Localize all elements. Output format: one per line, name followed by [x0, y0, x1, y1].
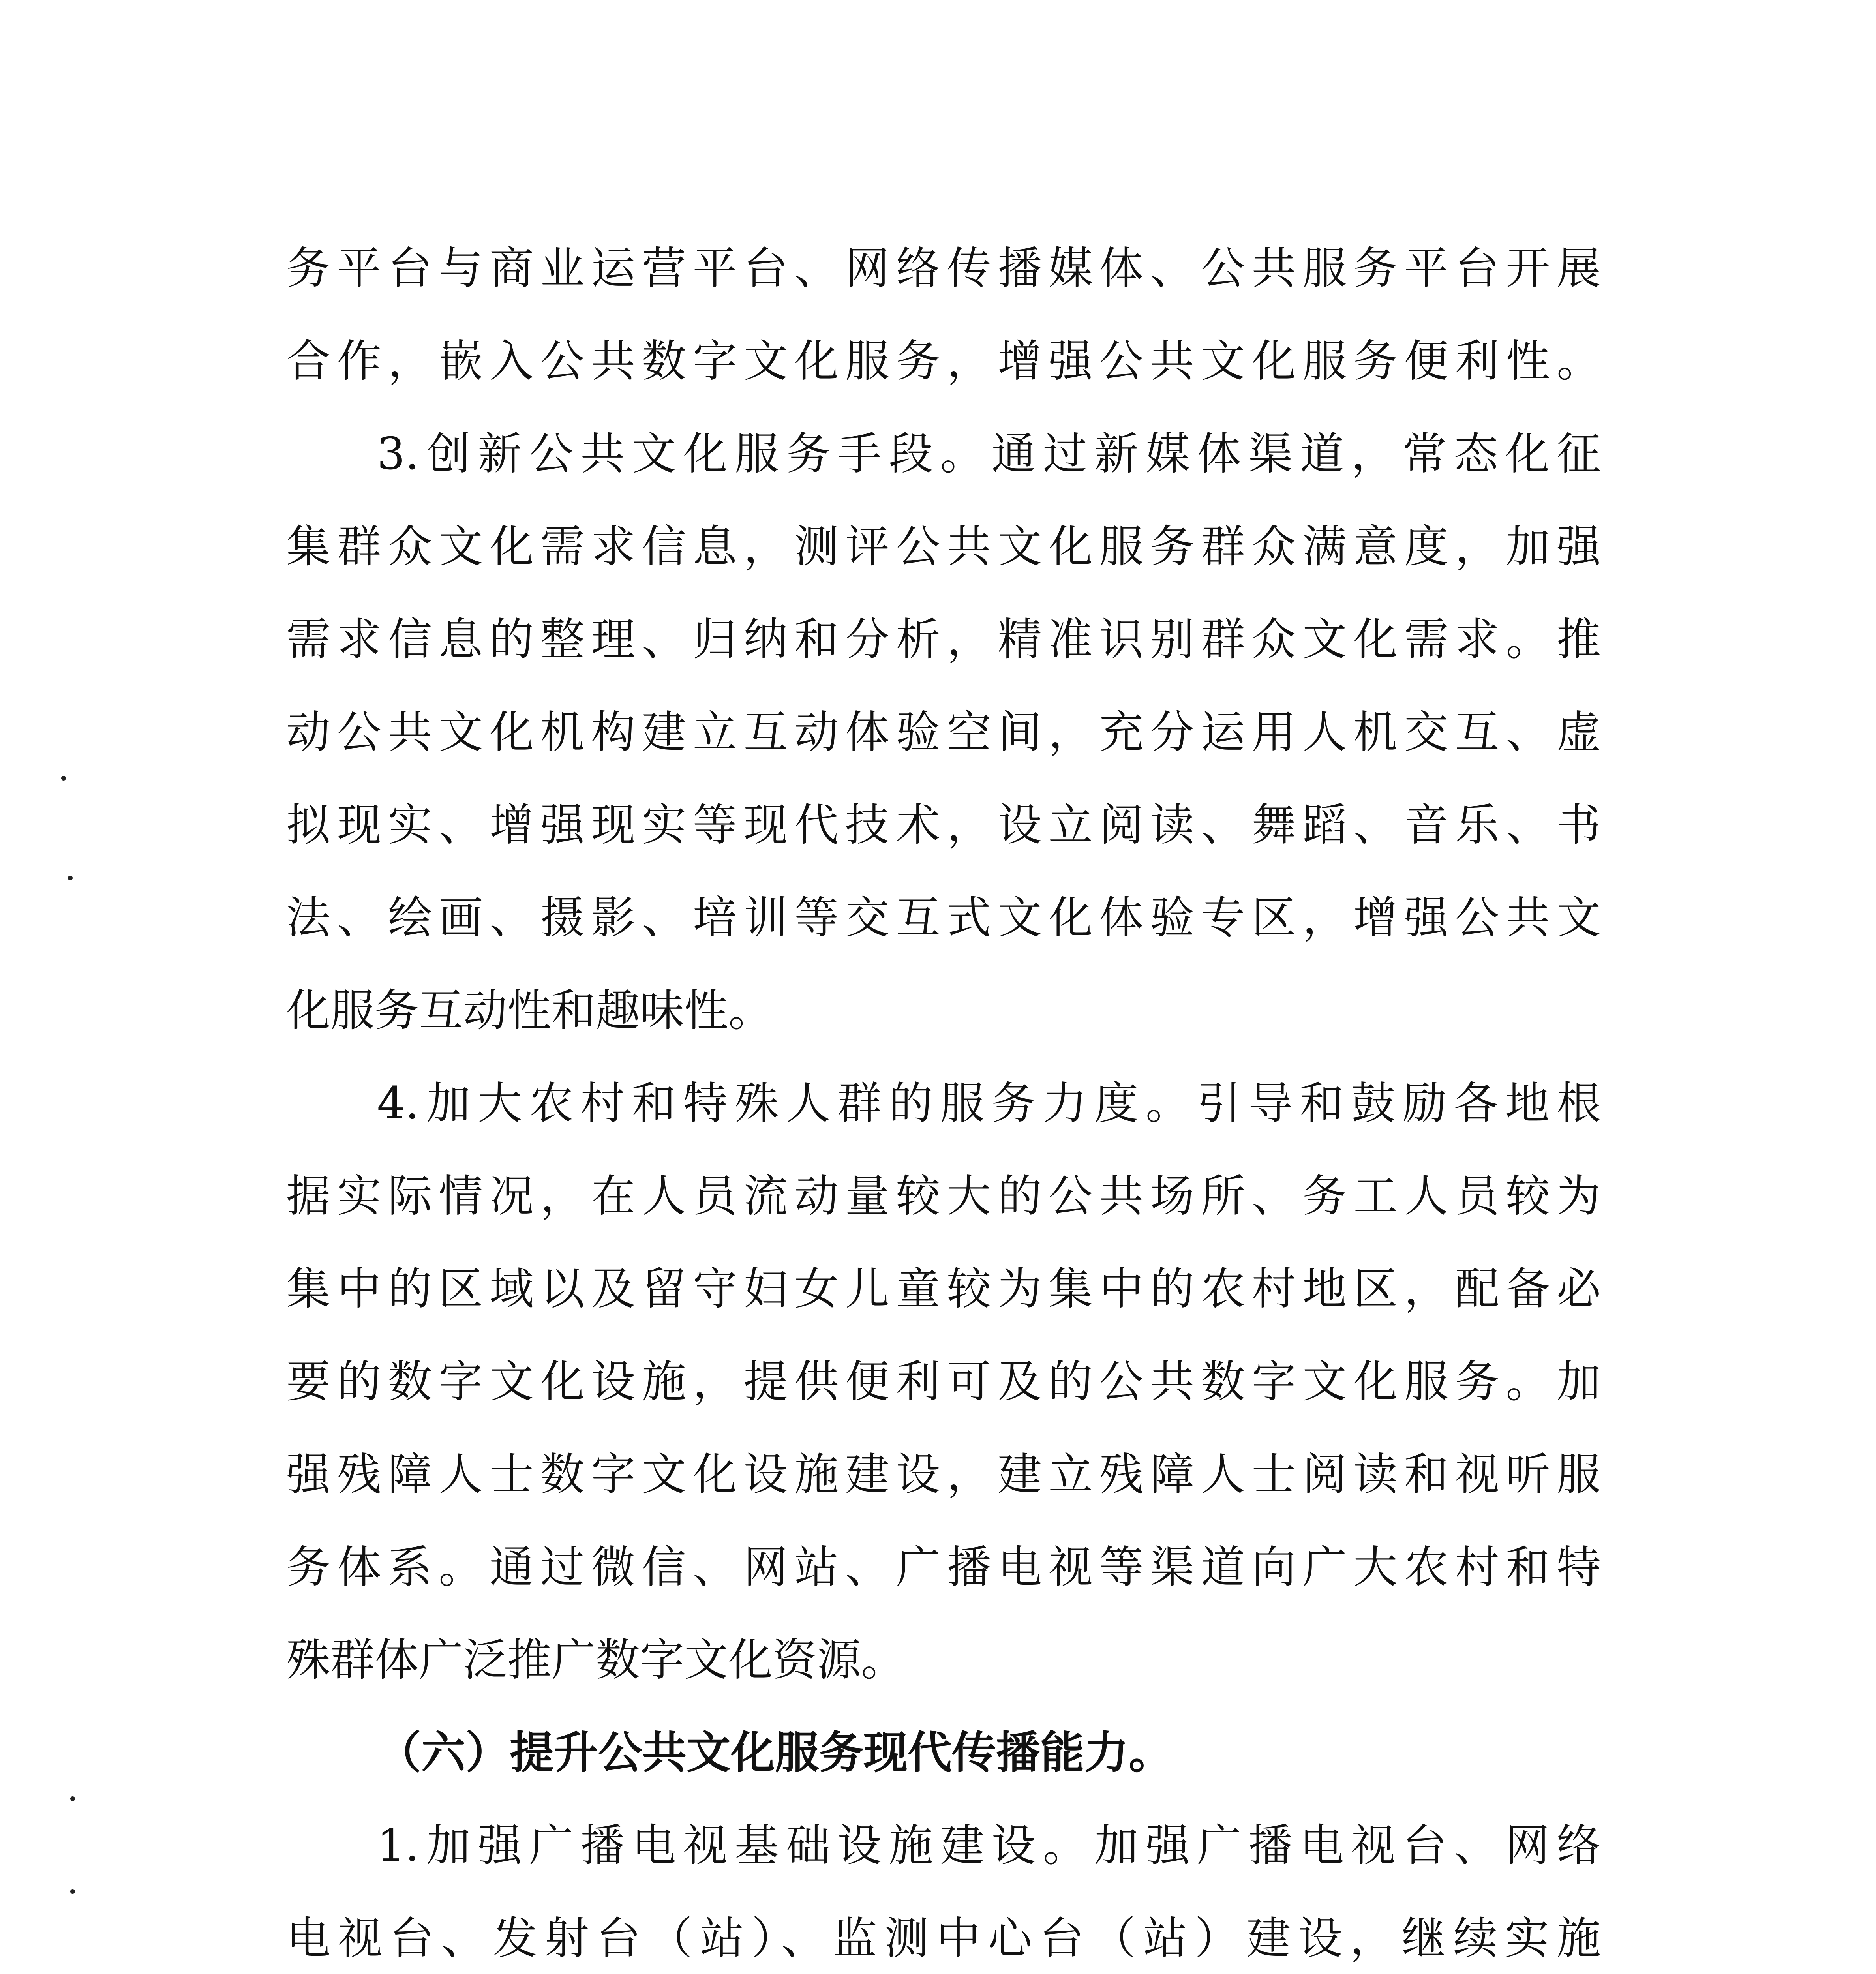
- paragraph-3-line-2: 集群众文化需求信息，测评公共文化服务群众满意度，加强: [286, 521, 1601, 572]
- paragraph-4-line-6: 务体系。通过微信、网站、广播电视等渠道向广大农村和特: [286, 1542, 1601, 1593]
- paragraph-4-line-5: 强残障人士数字文化设施建设，建立残障人士阅读和视听服: [286, 1449, 1601, 1500]
- paragraph-3-line-7: 化服务互动性和趣味性。: [286, 985, 773, 1036]
- paragraph-3-line-4: 动公共文化机构建立互动体验空间，充分运用人机交互、虚: [286, 707, 1601, 758]
- paragraph-1-line-2: 电视台、发射台（站）、监测中心台（站）建设，继续实施: [286, 1913, 1601, 1964]
- scan-dot: [70, 1889, 75, 1894]
- scan-dot: [61, 776, 66, 781]
- section-heading-6: （六）提升公共文化服务现代传播能力。: [377, 1727, 1173, 1779]
- paragraph-4-line-3: 集中的区域以及留守妇女儿童较为集中的农村地区，配备必: [286, 1263, 1601, 1315]
- paragraph-4-line-4: 要的数字文化设施，提供便利可及的公共数字文化服务。加: [286, 1356, 1601, 1407]
- paragraph-4-line-1: 4.加大农村和特殊人群的服务力度。引导和鼓励各地根: [377, 1078, 1601, 1129]
- paragraph-3-line-1: 3.创新公共文化服务手段。通过新媒体渠道，常态化征: [377, 428, 1601, 480]
- paragraph-3-line-3: 需求信息的整理、归纳和分析，精准识别群众文化需求。推: [286, 614, 1601, 665]
- body-line-1: 务平台与商业运营平台、网络传播媒体、公共服务平台开展: [286, 243, 1601, 294]
- paragraph-3-line-5: 拟现实、增强现实等现代技术，设立阅读、舞蹈、音乐、书: [286, 799, 1601, 851]
- paragraph-4-line-7: 殊群体广泛推广数字文化资源。: [286, 1634, 905, 1686]
- scan-dot: [70, 1796, 75, 1801]
- body-line-2: 合作，嵌入公共数字文化服务，增强公共文化服务便利性。: [286, 336, 1601, 387]
- scan-dot: [68, 876, 73, 880]
- paragraph-1-line-1: 1.加强广播电视基础设施建设。加强广播电视台、网络: [377, 1820, 1601, 1871]
- paragraph-4-line-2: 据实际情况，在人员流动量较大的公共场所、务工人员较为: [286, 1171, 1601, 1222]
- paragraph-3-line-6: 法、绘画、摄影、培训等交互式文化体验专区，增强公共文: [286, 892, 1601, 944]
